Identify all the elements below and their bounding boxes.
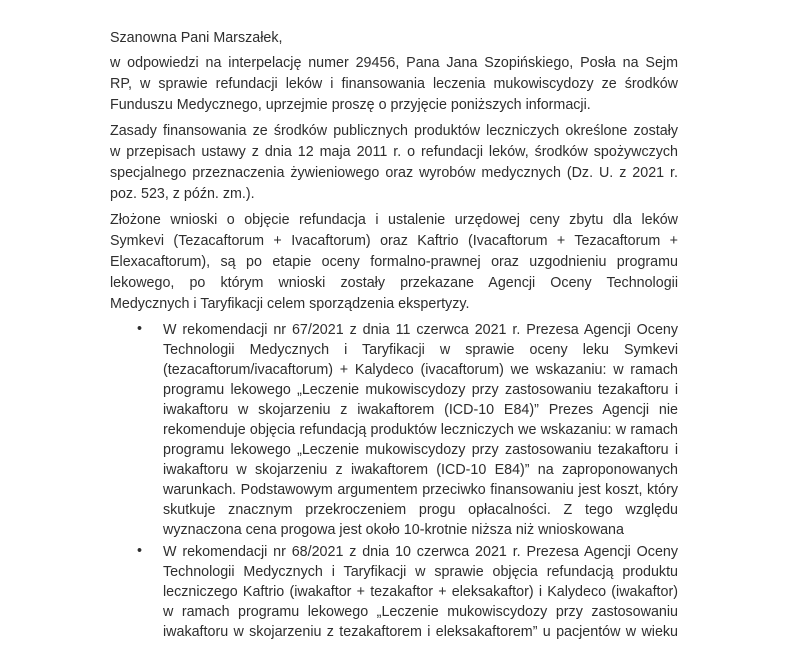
text-line: RP, w sprawie refundacji leków i finansowania leczenia mukowiscydozy ze środków — [110, 76, 678, 92]
text-line: Technologii Medycznych i Taryfikacji w sprawie oceny leku Symkevi — [163, 342, 678, 358]
text-line: Złożone wnioski o objęcie refundacja i ustalenie urzędowej ceny zbytu dla leków — [110, 212, 678, 228]
text-line: Technologii Medycznych i Taryfikacji w sprawie objęcia refundacją produktu — [163, 564, 678, 580]
text-line: Zasady finansowania ze środków publicznych produktów leczniczych określone zostały — [110, 123, 678, 139]
text-line: Symkevi (Tezacaftorum + Ivacaftorum) oraz Kaftrio (Ivacaftorum + Tezacaftorum + — [110, 233, 678, 249]
text-line: W rekomendacji nr 68/2021 z dnia 10 czerwca 2021 r. Prezesa Agencji Oceny — [163, 544, 678, 560]
text-line: specjalnego przeznaczenia żywieniowego oraz wyrobów medycznych (Dz. U. z 2021 r. — [110, 165, 678, 181]
letter-body — [110, 53, 678, 642]
text-line: lekowego, po którym wnioski zostały przekazane Agencji Oceny Technologii — [110, 275, 678, 291]
greeting-line: Szanowna Pani Marszałek, — [110, 30, 283, 46]
recommendation-67-2021-item — [110, 320, 678, 540]
text-line: iwakaftoru w skojarzeniu z iwakaftorem (ICD-10 E84)” na zaproponowanych — [163, 462, 678, 478]
text-line: leczniczego Kaftrio (iwakaftor + tezakaftor + eleksakaftor) i Kalydeco (iwakaftor) — [163, 584, 678, 600]
text-line: iwakaftoru w skojarzeniu z tezakaftorem i eleksakaftorem” u pacjentów w wieku — [163, 624, 678, 640]
text-line: w odpowiedzi na interpelację numer 29456, Pana Jana Szopińskiego, Posła na Sejm — [110, 55, 678, 71]
text-line: rekomenduje objęcia refundacją produktów leczniczych we wskazaniu: w ramach — [163, 422, 678, 438]
text-line: programu lekowego „Leczenie mukowiscydozy przy zastosowaniu tezakaftoru i — [163, 382, 678, 398]
recommendation-68-2021-item — [110, 542, 678, 642]
text-line: iwakaftoru w skojarzeniu z iwakaftorem (ICD-10 E84)” Prezes Agencji nie — [163, 402, 678, 418]
letter-content — [110, 28, 678, 644]
text-line: Funduszu Medycznego, uprzejmie proszę o przyjęcie poniższych informacji. — [110, 97, 591, 113]
bullet-icon: • — [137, 321, 143, 337]
text-line: w ramach programu lekowego „Leczenie mukowiscydozy przy zastosowaniu — [163, 604, 678, 620]
text-line: poz. 523, z późn. zm.). — [110, 186, 255, 202]
text-line: warunkach. Podstawowym argumentem przeciwko finansowaniu jest koszt, który — [163, 482, 678, 498]
text-line: skutkuje znacznym przekroczeniem progu opłacalności. Z tego względu — [163, 502, 678, 518]
text-line: wyznaczona cena progowa jest około 10-krotnie niższa niż wnioskowana — [163, 522, 624, 538]
legal-basis-paragraph — [110, 121, 678, 205]
text-line: Elexacaftorum), są po etapie oceny formalno-prawnej oraz uzgodnieniu programu — [110, 254, 678, 270]
applications-status-paragraph — [110, 210, 678, 315]
text-line: W rekomendacji nr 67/2021 z dnia 11 czerwca 2021 r. Prezesa Agencji Oceny — [163, 322, 678, 338]
text-line: Medycznych i Taryfikacji celem sporządzenia ekspertyzy. — [110, 296, 470, 312]
bullet-icon: • — [137, 543, 143, 559]
text-line: (tezacaftorum/ivacaftorum) + Kalydeco (ivacaftorum) we wskazaniu: w ramach — [163, 362, 678, 378]
intro-paragraph — [110, 53, 678, 116]
text-line: programu lekowego „Leczenie mukowiscydozy przy zastosowaniu tezakaftoru i — [163, 442, 678, 458]
text-line: w przepisach ustawy z dnia 12 maja 2011 r. o refundacji leków, środków spożywczych — [110, 144, 678, 160]
